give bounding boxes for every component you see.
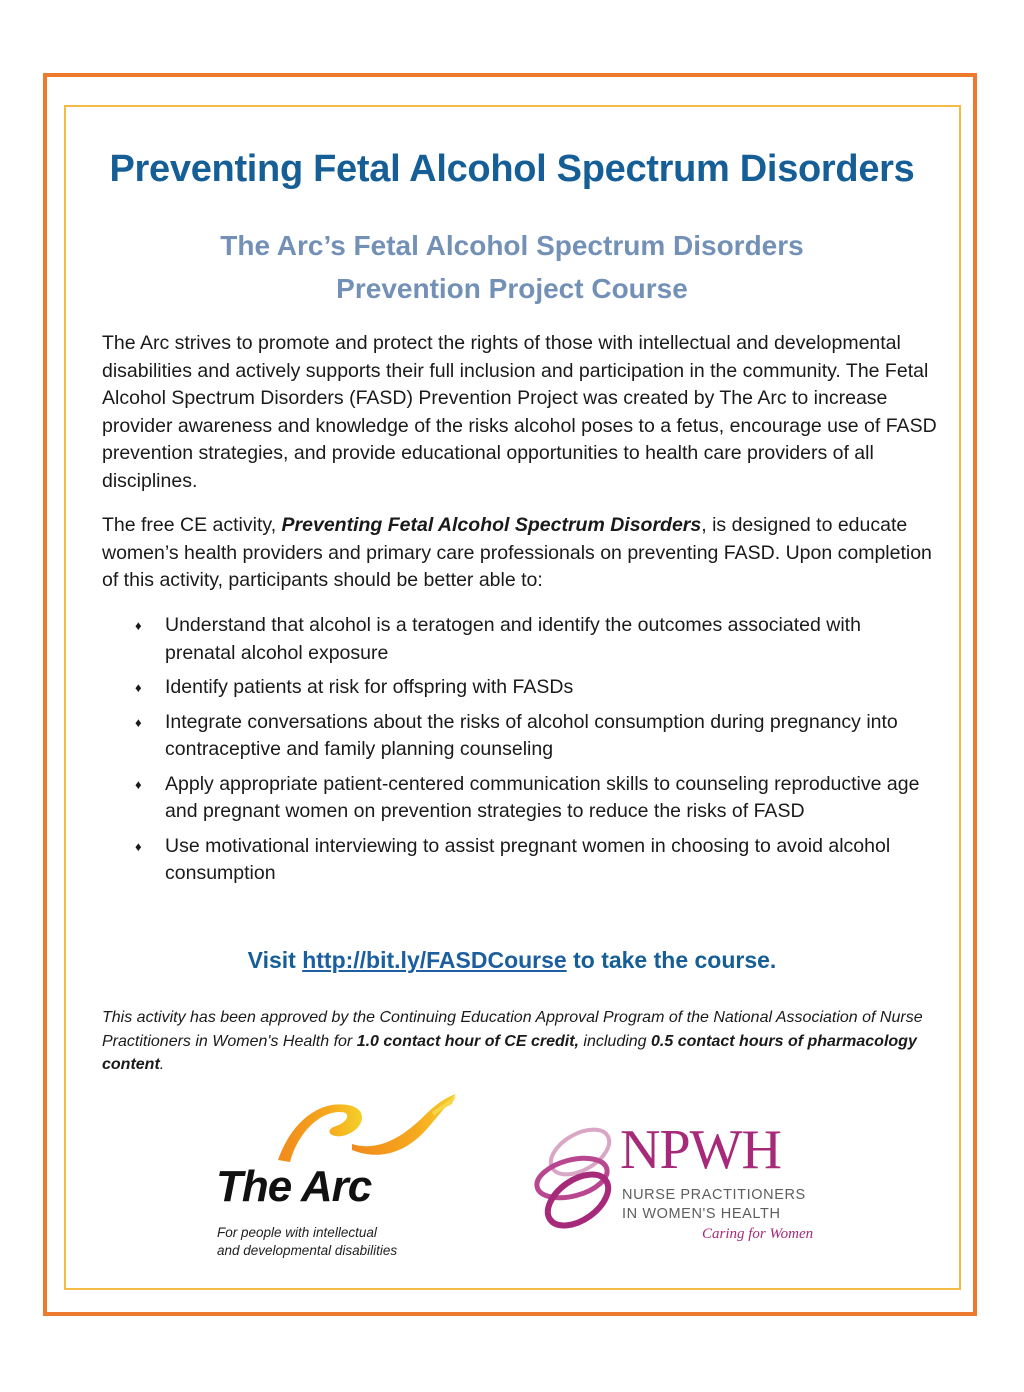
diamond-bullet-icon: ♦ [135, 618, 142, 633]
list-item [102, 674, 932, 702]
the-arc-logo [212, 1090, 472, 1265]
subtitle-line-1: The Arc’s Fetal Alcohol Spectrum Disorders [220, 230, 804, 261]
approval-statement [102, 1006, 932, 1077]
npwh-fullname-line-1: NURSE PRACTITIONERS [622, 1187, 806, 1203]
activity-title: Preventing Fetal Alcohol Spectrum Disorders [281, 514, 702, 536]
objective-text: Identify patients at risk for offspring with FASDs [165, 676, 574, 698]
objective-text: Use motivational interviewing to assist pregnant women in choosing to avoid alcohol consumption [165, 834, 891, 884]
arc-tagline-line-1: For people with intellectual [217, 1225, 377, 1240]
subtitle-line-2: Prevention Project Course [336, 273, 688, 304]
subtitle [0, 224, 1024, 310]
list-item [102, 833, 932, 888]
npwh-logo [528, 1118, 828, 1258]
objective-text: Understand that alcohol is a teratogen and identify the outcomes associated with prenatal alcohol exposure [165, 614, 861, 664]
list-item [102, 709, 932, 764]
npwh-fullname-line-2: IN WOMEN'S HEALTH [622, 1206, 781, 1222]
diamond-bullet-icon: ♦ [135, 680, 142, 695]
activity-prefix: The free CE activity, [102, 514, 282, 536]
approval-text: This activity has been approved by the Continuing Education Approval Program of the National Association of Nurse Practitioners in Women's Health for [102, 1009, 923, 1050]
activity-suffix: , is designed to educate women’s health providers and primary care professionals on preventing FASD. Upon completion of this activity, participants should be better able to: [102, 514, 932, 591]
visit-suffix: to take the course. [566, 947, 777, 973]
page-title: Preventing Fetal Alcohol Spectrum Disorders [109, 148, 915, 190]
list-item [102, 771, 932, 826]
approval-end: . [159, 1056, 165, 1073]
npwh-logo-fullname [622, 1186, 806, 1224]
objectives-list [102, 612, 932, 895]
objective-text: Integrate conversations about the risks of alcohol consumption during pregnancy into contraceptive and family planning counseling [165, 710, 898, 760]
arc-logo-name: The Arc [216, 1162, 372, 1211]
activity-paragraph [102, 512, 937, 595]
intro-paragraph: The Arc strives to promote and protect the rights of those with intellectual and developmental disabilities and actively supports their full inclusion and participation in the community. The Fetal Alcohol Spectrum Disorders (FASD) Prevention Project was created by The Arc to increase provider awareness and knowledge of the risks alcohol poses to a fetus, encourage use of FASD prevention strategies, and provide educational opportunities to health care providers of all disciplines. [102, 332, 937, 492]
objective-text: Apply appropriate patient-centered communication skills to counseling reproductive age and pregnant women on prevention strategies to reduce the risks of FASD [165, 772, 920, 822]
npwh-logo-name: NPWH [620, 1119, 781, 1181]
visit-prefix: Visit [247, 947, 303, 973]
arc-logo-tagline [217, 1224, 447, 1260]
diamond-bullet-icon: ♦ [135, 838, 142, 854]
diamond-bullet-icon: ♦ [135, 714, 142, 730]
approval-pharmacology: 0.5 contact hours of pharmacology content [102, 1032, 917, 1073]
diamond-bullet-icon: ♦ [135, 776, 142, 792]
arc-tagline-line-2: and developmental disabilities [217, 1243, 398, 1258]
approval-credit: 1.0 contact hour of CE credit, [356, 1032, 579, 1050]
approval-middle: including [578, 1032, 652, 1050]
list-item [102, 612, 932, 667]
npwh-petals-icon [528, 1118, 624, 1238]
course-link[interactable]: http://bit.ly/FASDCourse [302, 947, 567, 973]
npwh-slogan: Caring for Women [702, 1226, 814, 1242]
visit-line [0, 947, 1024, 974]
